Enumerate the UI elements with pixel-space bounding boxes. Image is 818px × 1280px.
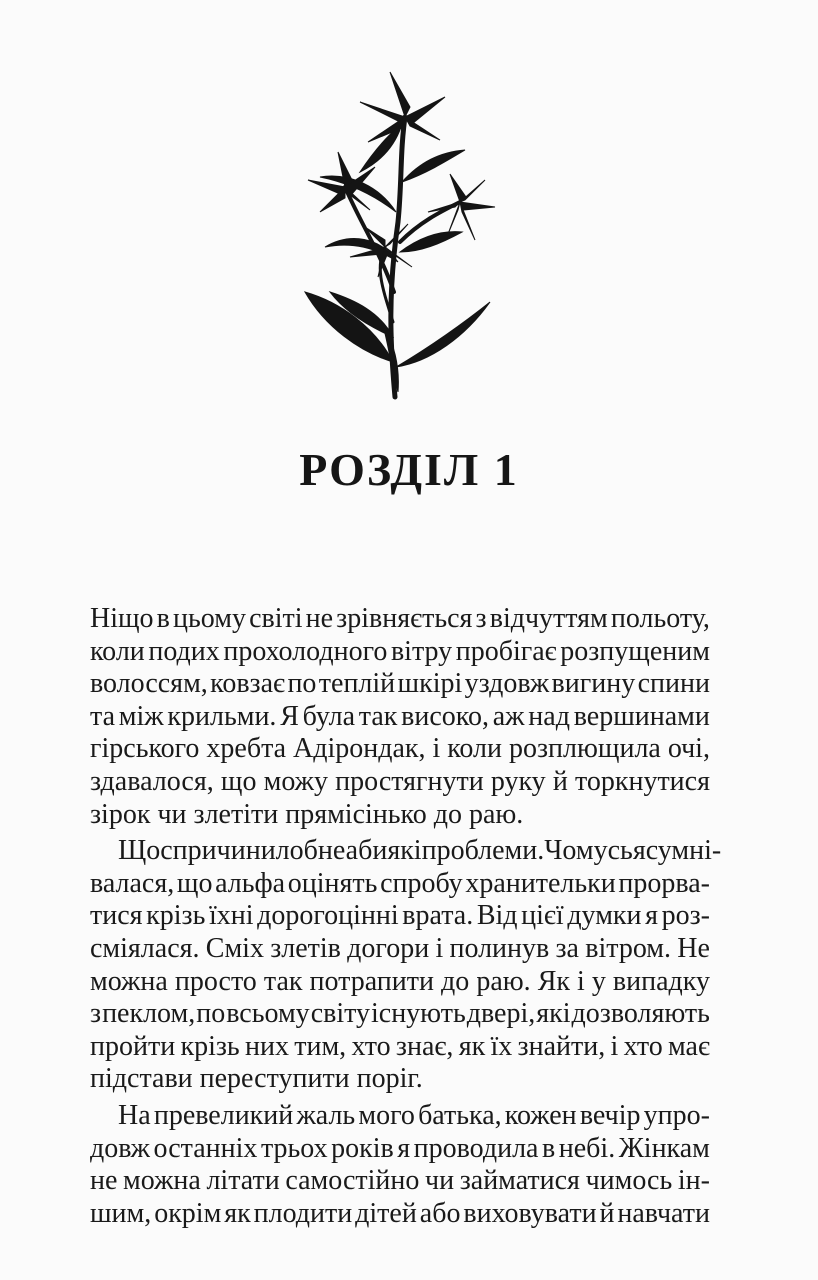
chapter-title: РОЗДІЛ 1: [299, 444, 519, 495]
text-line: коли подих прохолодного вітру пробігає розпущеним: [90, 635, 710, 667]
text-line: здавалося, що можу простягнути руку й торкнутися: [90, 765, 710, 797]
body-text: [90, 603, 722, 1230]
text-line: підстави переступити поріг.: [90, 1063, 423, 1095]
text-line: валася, що альфа оцінять спробу хранительки прорва-: [90, 867, 710, 899]
text-line: Що спричинило б неабиякі проблеми. Чомусь я сумні-: [118, 835, 722, 867]
text-line: та між крильми. Я була так високо, аж над вершинами: [90, 700, 710, 732]
text-line: сміялася. Сміх злетів догори і полинув за вітром. Не: [90, 932, 710, 964]
lily-flower-icon: [290, 62, 520, 407]
text-line: не можна літати самостійно чи займатися чимось ін-: [90, 1165, 710, 1197]
text-line: довж останніх трьох років я проводила в небі. Жінкам: [90, 1132, 710, 1164]
text-line: можна просто так потрапити до раю. Як і у випадку: [90, 965, 710, 997]
text-line: Ніщо в цьому світі не зрівняється з відчуттям польоту,: [90, 603, 710, 634]
text-line: шим, окрім як плодити дітей або виховувати й навчати: [90, 1197, 710, 1229]
text-line: пройти крізь них тим, хто знає, як їх знайти, і хто має: [90, 1030, 710, 1062]
text-line: тися крізь їхні дорогоцінні врата. Від цієї думки я роз-: [90, 900, 710, 932]
text-line: гірського хребта Адірондак, і коли розплющила очі,: [90, 733, 710, 765]
text-line: На превеликий жаль мого батька, кожен вечір упро-: [118, 1099, 710, 1131]
text-line: зірок чи злетіти прямісінько до раю.: [90, 798, 524, 830]
text-line: з пеклом, по всьому світу існують двері, які дозволяють: [90, 998, 710, 1030]
text-line: волоссям, ковзає по теплій шкірі уздовж вигину спини: [90, 668, 710, 700]
